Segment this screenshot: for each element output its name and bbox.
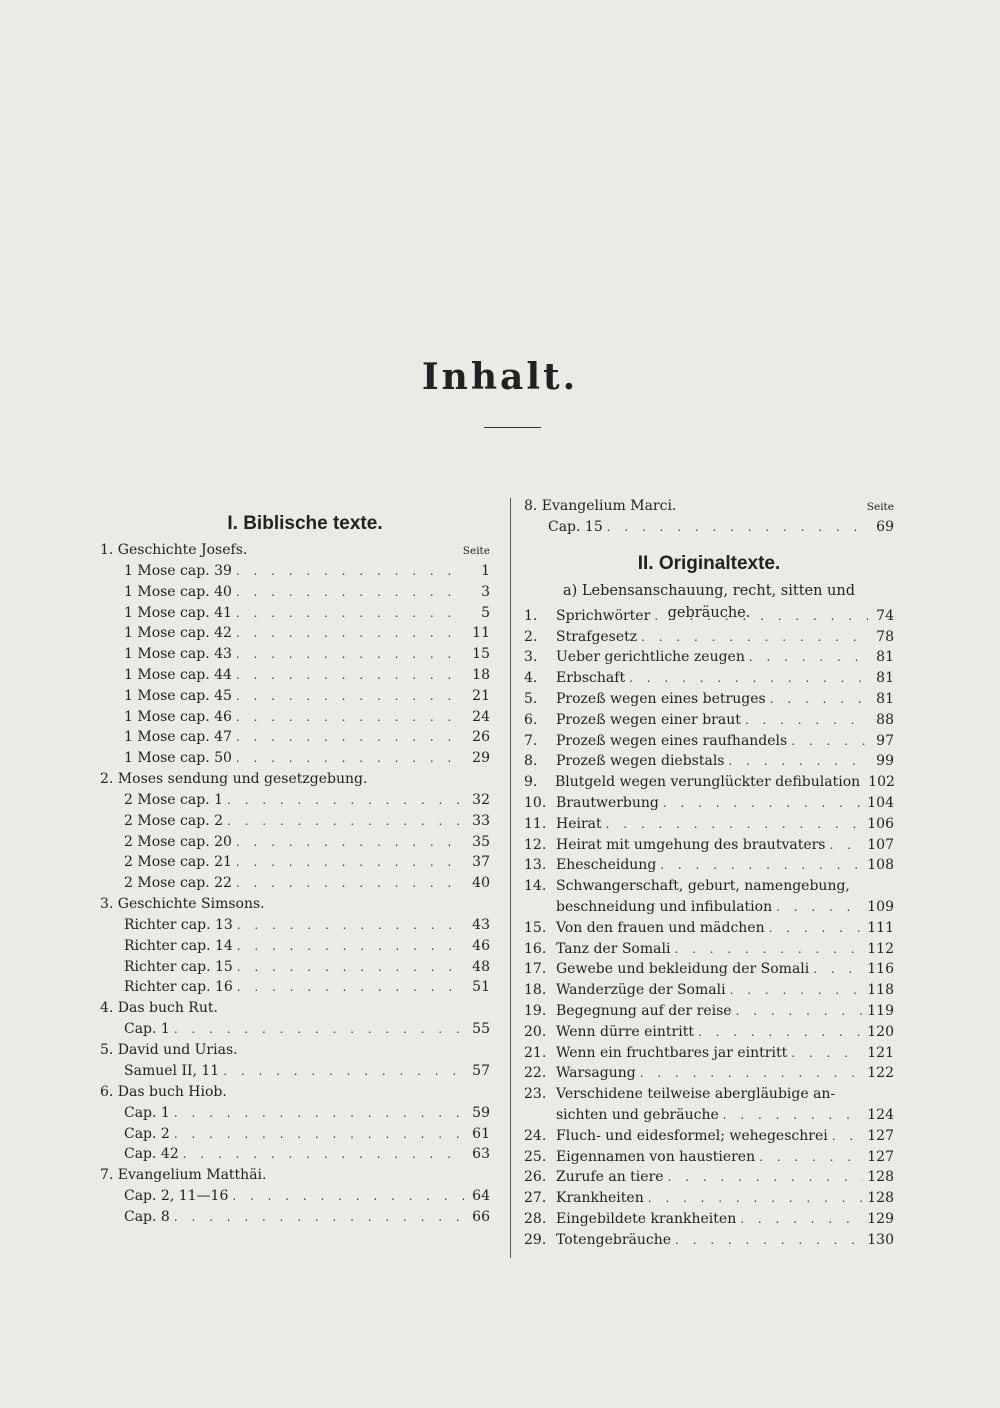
entry-label: Richter cap. 14: [124, 937, 233, 954]
page-number: 32: [472, 791, 490, 808]
leader-dots: [770, 689, 868, 710]
toc-entry: [524, 710, 894, 731]
page-number: 104: [867, 794, 894, 811]
toc-entry: [524, 1043, 894, 1064]
entry-label: Prozeß wegen eines raufhandels: [556, 732, 788, 749]
leader-dots: [236, 873, 464, 894]
entry-label: Eingebildete krankheiten: [556, 1210, 737, 1227]
page-number: 18: [472, 666, 490, 683]
entry-label: 1 Mose cap. 47: [124, 729, 232, 746]
page-number: 46: [472, 937, 490, 954]
entry-label: Cap. 2: [124, 1125, 170, 1142]
toc-entry: [524, 918, 894, 939]
page-number: 128: [867, 1190, 894, 1207]
page-number: 127: [867, 1148, 894, 1165]
leader-dots: [660, 855, 863, 876]
leader-dots: [674, 939, 863, 960]
toc-entry: [524, 517, 894, 538]
toc-entry: [524, 668, 894, 689]
entry-number: 26.: [524, 1169, 547, 1186]
group-heading: [100, 998, 490, 1019]
leader-dots: [236, 644, 464, 665]
entry-label: Cap. 2, 11—16: [124, 1188, 229, 1205]
toc-entry: [524, 1147, 894, 1168]
leader-dots: [759, 1147, 863, 1168]
leader-dots: [832, 1126, 864, 1147]
entry-number: 7.: [524, 732, 538, 749]
page-number: 129: [867, 1210, 894, 1227]
leader-dots: [237, 915, 464, 936]
page-number: 118: [867, 982, 894, 999]
leader-dots: [237, 977, 464, 998]
leader-dots: [791, 731, 868, 752]
page-number: 51: [472, 979, 490, 996]
leader-dots: [736, 1001, 864, 1022]
leader-dots: [174, 1103, 464, 1124]
entry-label: Erbschaft: [556, 670, 626, 687]
page-number: 102: [868, 774, 895, 791]
entry-number: 8.: [524, 753, 538, 770]
entry-number: 2.: [524, 628, 538, 645]
toc-entry: [100, 644, 490, 665]
toc-entry: [100, 582, 490, 603]
toc-entry: [524, 1063, 894, 1084]
toc-entry: [100, 1124, 490, 1145]
page-number: 11: [472, 625, 490, 642]
leader-dots: [648, 1188, 864, 1209]
entry-label: Ehescheidung: [556, 857, 657, 874]
group-label: 5. David und Urias.: [100, 1041, 238, 1058]
toc-entry: [100, 977, 490, 998]
entry-label: Cap. 8: [124, 1208, 170, 1225]
page-number: 3: [481, 583, 490, 600]
toc-entry: [524, 1001, 894, 1022]
toc-entry: [524, 814, 894, 835]
entry-label: 1 Mose cap. 41: [124, 604, 232, 621]
page-number: 29: [472, 750, 490, 767]
toc-entry: [100, 832, 490, 853]
leader-dots: [236, 748, 464, 769]
page-number: 112: [867, 940, 894, 957]
page-title: Inhalt.: [421, 356, 579, 398]
entry-label: 1 Mose cap. 42: [124, 625, 232, 642]
entry-label: 2 Mose cap. 20: [124, 833, 232, 850]
page-number: 81: [876, 690, 894, 707]
entry-label: Fluch- und eidesformel; wehegeschrei: [556, 1127, 828, 1144]
leader-dots: [237, 936, 464, 957]
leader-dots: [830, 835, 864, 856]
toc-entry: [524, 835, 894, 856]
entry-label: 1 Mose cap. 40: [124, 583, 232, 600]
toc-entry: [100, 790, 490, 811]
page-number: 37: [472, 854, 490, 871]
leader-dots: [236, 623, 464, 644]
entry-label: Richter cap. 16: [124, 979, 233, 996]
page-number: 119: [867, 1002, 894, 1019]
entry-number: 18.: [524, 982, 547, 999]
toc-entry: [100, 665, 490, 686]
page-number: 81: [876, 649, 894, 666]
leader-dots: [729, 751, 869, 772]
entry-number: 3.: [524, 649, 538, 666]
page-number: 64: [472, 1188, 490, 1205]
entry-number: 5.: [524, 690, 538, 707]
entry-label: Begegnung auf der reise: [556, 1002, 732, 1019]
toc-entry: [524, 647, 894, 668]
page-number: 122: [867, 1065, 894, 1082]
toc-entry: [100, 915, 490, 936]
entry-label: Gewebe und bekleidung der Somali: [556, 961, 810, 978]
page-number: 97: [876, 732, 894, 749]
group-label: 6. Das buch Hiob.: [100, 1083, 227, 1100]
entry-label: sichten und gebräuche: [556, 1106, 719, 1123]
toc-entry: [524, 731, 894, 752]
leader-dots: [791, 1043, 863, 1064]
group-heading: [524, 496, 894, 517]
page-number: 130: [867, 1231, 894, 1248]
entry-number: 24.: [524, 1127, 547, 1144]
page-number: 63: [472, 1146, 490, 1163]
page-number: 127: [867, 1127, 894, 1144]
toc-entry: [524, 1209, 894, 1230]
leader-dots: [237, 957, 464, 978]
toc-entry: [100, 1103, 490, 1124]
entry-number: 15.: [524, 919, 547, 936]
page-number: 121: [867, 1044, 894, 1061]
entry-number: 13.: [524, 857, 547, 874]
entry-label: 1 Mose cap. 39: [124, 563, 232, 579]
leader-dots: [174, 1019, 464, 1040]
page-number: 78: [876, 628, 894, 645]
entry-number: 11.: [524, 815, 547, 832]
leader-dots: [640, 1063, 864, 1084]
left-column: [100, 508, 490, 1228]
group-heading: [100, 769, 490, 790]
toc-entry: [100, 707, 490, 728]
entry-label: Richter cap. 15: [124, 958, 233, 975]
toc-entry: [524, 1022, 894, 1043]
toc-entry: [100, 1186, 490, 1207]
leader-dots: [745, 710, 868, 731]
right-column: [524, 496, 894, 1251]
page-number: 81: [876, 670, 894, 687]
page-number: 1: [481, 563, 490, 579]
entry-number: 25.: [524, 1148, 547, 1165]
entry-number: 4.: [524, 670, 538, 687]
toc-entry: [100, 748, 490, 769]
toc-entry: [524, 627, 894, 648]
page-number: 40: [472, 875, 490, 892]
leader-dots: [606, 814, 864, 835]
toc-entry: [100, 686, 490, 707]
entry-label: Warsagung: [556, 1065, 636, 1082]
toc-entry: [100, 1061, 490, 1082]
page-number: 66: [472, 1208, 490, 1225]
leader-dots: [232, 1186, 464, 1207]
page-number: 55: [472, 1021, 490, 1038]
entry-label: 1 Mose cap. 50: [124, 750, 232, 767]
toc-entry: [100, 623, 490, 644]
group-heading: [100, 540, 490, 561]
entry-number: 21.: [524, 1044, 547, 1061]
entry-label: Tanz der Somali: [556, 940, 671, 957]
toc-entry: [524, 980, 894, 1001]
group-heading: [100, 1082, 490, 1103]
entry-number: 23.: [524, 1086, 547, 1103]
entry-number: 28.: [524, 1210, 547, 1227]
entry-label: 2 Mose cap. 21: [124, 854, 232, 871]
leader-dots: [723, 1105, 864, 1126]
leader-dots: [223, 1061, 464, 1082]
toc-entry: [524, 751, 894, 772]
page-number: 128: [867, 1169, 894, 1186]
entry-label: Von den frauen und mädchen: [556, 919, 765, 936]
leader-dots: [663, 793, 863, 814]
toc-entry: [524, 606, 894, 627]
page-number: 116: [867, 961, 894, 978]
leader-dots: [236, 832, 464, 853]
toc-entry: [524, 1188, 894, 1209]
page-number: 21: [472, 687, 490, 704]
leader-dots: [629, 668, 868, 689]
toc-entry: [524, 1167, 894, 1188]
entry-label: 1 Mose cap. 45: [124, 687, 232, 704]
section-heading-biblische: I. Biblische texte.: [227, 513, 383, 534]
page-number: 99: [876, 753, 894, 770]
page-number: 69: [876, 519, 894, 535]
entry-label: beschneidung und infibulation: [556, 898, 773, 915]
leader-dots: [183, 1144, 464, 1165]
group-heading: [100, 1165, 490, 1186]
leader-dots: [769, 918, 864, 939]
leader-dots: [749, 647, 868, 668]
leader-dots: [236, 727, 464, 748]
toc-entry: [524, 959, 894, 980]
entry-number: 1.: [524, 607, 538, 624]
page-number: 5: [481, 604, 490, 621]
group-heading: [100, 1040, 490, 1061]
leader-dots: [174, 1207, 464, 1228]
entry-label: Wenn ein fruchtbares jar eintritt: [556, 1044, 788, 1061]
entry-label: Strafgesetz: [556, 628, 638, 645]
title-rule: [484, 427, 541, 428]
entry-label: Brautwerbung: [556, 794, 659, 811]
group-label: 8. Evangelium Marci.: [524, 498, 677, 514]
entry-label: Cap. 1: [124, 1104, 170, 1121]
leader-dots: [236, 665, 464, 686]
entry-label: 2 Mose cap. 1: [124, 791, 223, 808]
entry-number: 29.: [524, 1231, 547, 1248]
leader-dots: [227, 811, 464, 832]
entry-label: Samuel II, 11: [124, 1062, 220, 1079]
toc-entry: [100, 852, 490, 873]
group-heading: [100, 894, 490, 915]
toc-entry: [100, 1144, 490, 1165]
entry-label: Heirat mit umgehung des brautvaters: [556, 836, 826, 853]
leader-dots: [174, 1124, 464, 1145]
toc-entry: [100, 1207, 490, 1228]
entry-label: Blutgeld wegen verunglückter defibulation: [554, 774, 861, 791]
toc-entry: [100, 957, 490, 978]
page-number: 57: [472, 1062, 490, 1079]
page-number: 59: [472, 1104, 490, 1121]
leader-dots: [675, 1230, 863, 1251]
entry-number: 20.: [524, 1023, 547, 1040]
entry-number: 12.: [524, 836, 547, 853]
subsection-heading: a) Lebensanschauung, recht, sitten und gebräuche.: [562, 582, 856, 621]
column-divider: [510, 498, 511, 1258]
group-label: 1. Geschichte Josefs.: [100, 542, 248, 558]
entry-number: 17.: [524, 961, 547, 978]
toc-entry: [100, 873, 490, 894]
leader-dots: [776, 897, 863, 918]
toc-entry: [100, 1019, 490, 1040]
toc-entry: [100, 936, 490, 957]
toc-entry: [524, 939, 894, 960]
entry-label: Heirat: [556, 815, 602, 832]
group-label: 4. Das buch Rut.: [100, 1000, 218, 1017]
leader-dots: [668, 1167, 864, 1188]
entry-label: 1 Mose cap. 46: [124, 708, 232, 725]
leader-dots: [236, 561, 464, 582]
leader-dots: [740, 1209, 863, 1230]
toc-entry: [524, 689, 894, 710]
toc-entry: [100, 811, 490, 832]
toc-entry: [100, 727, 490, 748]
page-number: 35: [472, 833, 490, 850]
entry-number: 22.: [524, 1065, 547, 1082]
entry-label: Wenn dürre eintritt: [556, 1023, 694, 1040]
leader-dots: [641, 627, 868, 648]
toc-entry: [524, 1084, 894, 1105]
entry-label: Krankheiten: [556, 1190, 644, 1207]
toc-entry: [524, 855, 894, 876]
page-number: 61: [472, 1125, 490, 1142]
page-number: 106: [867, 815, 894, 832]
page-number: 107: [867, 836, 894, 853]
leader-dots: [236, 707, 464, 728]
page-number: 111: [867, 919, 894, 936]
entry-number: 6.: [524, 711, 538, 728]
seite-label: Seite: [866, 501, 894, 513]
entry-label: Schwangerschaft, geburt, namengebung,: [556, 878, 850, 895]
page-number: 108: [867, 857, 894, 874]
leader-dots: [730, 980, 864, 1001]
entry-number: 16.: [524, 940, 547, 957]
entry-label: Prozeß wegen eines betruges: [556, 690, 766, 707]
entry-label: Cap. 15: [548, 519, 603, 535]
entry-number: 27.: [524, 1190, 547, 1207]
entry-label: 1 Mose cap. 44: [124, 666, 232, 683]
entry-label: Prozeß wegen diebstals: [556, 753, 725, 770]
entry-label: Cap. 1: [124, 1021, 170, 1038]
entry-number: 19.: [524, 1002, 547, 1019]
leader-dots: [813, 959, 863, 980]
entry-label: Verschidene teilweise abergläubige an-: [556, 1086, 836, 1103]
page-number: 74: [876, 607, 894, 624]
page-number: 33: [472, 812, 490, 829]
page-number: 109: [867, 898, 894, 915]
toc-entry: [524, 1230, 894, 1251]
toc-entry: [524, 793, 894, 814]
leader-dots: [654, 606, 868, 627]
entry-label: Ueber gerichtliche zeugen: [556, 649, 745, 666]
leader-dots: [236, 686, 464, 707]
section-heading-originaltexte: II. Originaltexte.: [637, 552, 781, 574]
toc-entry: [100, 561, 490, 582]
entry-number: 10.: [524, 794, 547, 811]
entry-label: Wanderzüge der Somali: [556, 982, 726, 999]
leader-dots: [236, 852, 464, 873]
page-number: 120: [867, 1023, 894, 1040]
leader-dots: [236, 582, 464, 603]
entry-number: 9.: [524, 774, 538, 791]
entry-label: 2 Mose cap. 2: [124, 812, 223, 829]
page-number: 24: [472, 708, 490, 725]
entry-label: Prozeß wegen einer braut: [556, 711, 741, 728]
entry-label: Totengebräuche: [556, 1231, 672, 1248]
entry-label: Eigennamen von haustieren: [556, 1148, 756, 1165]
entry-number: 14.: [524, 878, 547, 895]
seite-label: Seite: [462, 545, 490, 557]
page-number: 88: [876, 711, 894, 728]
toc-entry: [524, 876, 894, 897]
leader-dots: [607, 517, 868, 538]
group-label: 3. Geschichte Simsons.: [100, 895, 265, 912]
entry-label: 1 Mose cap. 43: [124, 646, 232, 663]
toc-entry: [524, 1126, 894, 1147]
entry-label: Sprichwörter: [556, 607, 651, 624]
entry-label: Zurufe an tiere: [556, 1169, 664, 1186]
leader-dots: [227, 790, 464, 811]
page-number: 43: [472, 916, 490, 933]
page-number: 124: [867, 1106, 894, 1123]
entry-label: 2 Mose cap. 22: [124, 875, 232, 892]
page-number: 48: [472, 958, 490, 975]
page-number: 26: [472, 729, 490, 746]
page-number: 15: [472, 646, 490, 663]
toc-entry: [100, 603, 490, 624]
group-label: 7. Evangelium Matthäi.: [100, 1167, 267, 1184]
toc-entry: [524, 1105, 894, 1126]
leader-dots: [236, 603, 464, 624]
leader-dots: [698, 1022, 863, 1043]
entry-label: Cap. 42: [124, 1146, 179, 1163]
group-label: 2. Moses sendung und gesetzgebung.: [100, 770, 368, 787]
toc-entry: [524, 772, 894, 793]
toc-entry: [524, 897, 894, 918]
entry-label: Richter cap. 13: [124, 916, 233, 933]
